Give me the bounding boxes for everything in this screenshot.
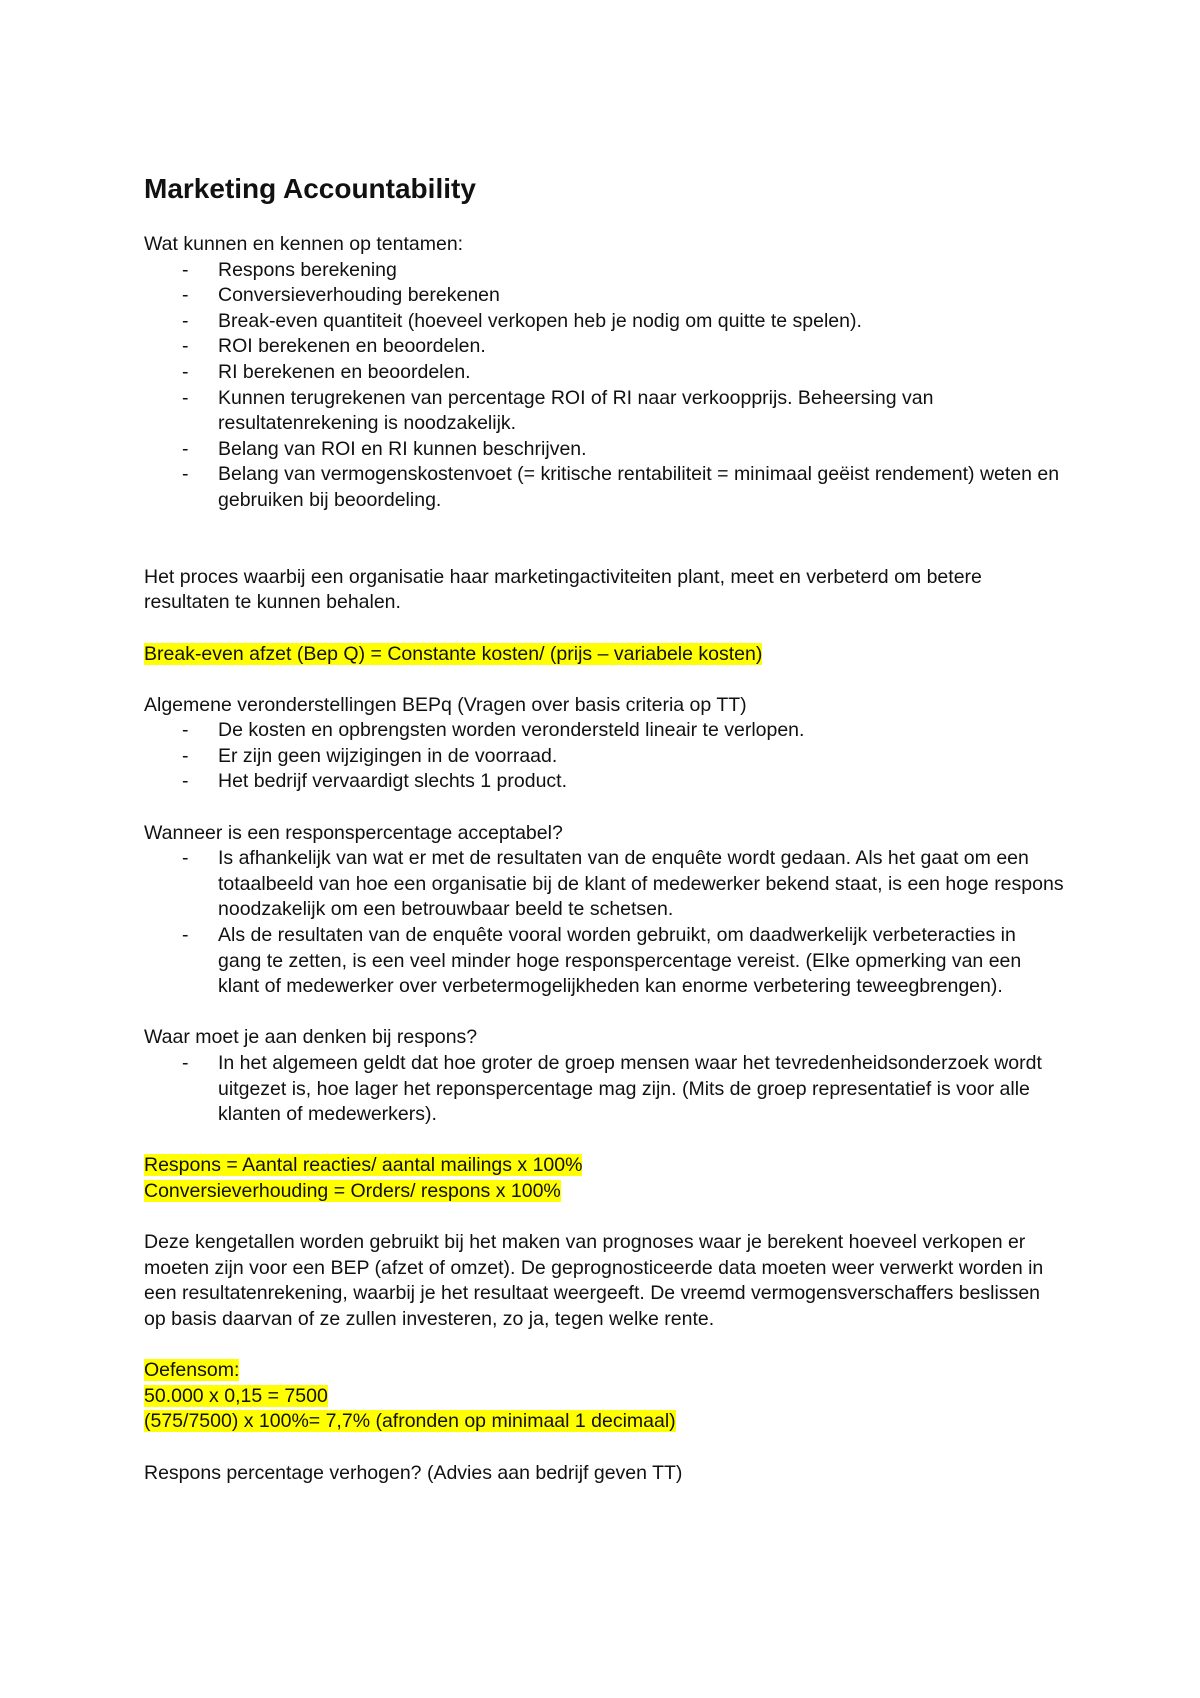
exercise-line <box>144 1384 1064 1410</box>
bep-formula <box>144 642 1064 668</box>
spacer <box>144 616 1064 642</box>
document-body <box>144 172 1064 1486</box>
spacer <box>144 1000 1064 1026</box>
acceptable-intro: Wanneer is een responspercentage acceptabel? <box>144 821 563 844</box>
exam-list <box>144 258 1064 514</box>
conversie-formula <box>144 1179 1064 1205</box>
list-item: - In het algemeen geldt dat hoe groter de groep mensen waar het tevredenheidsonderzoek wordt uitgezet is, hoe lager het reponspercentage mag zijn. (Mits de groep representatief is voor alle klanten of medewerkers). <box>144 1051 1064 1128</box>
highlight: Break-even afzet (Bep Q) = Constante kosten/ (prijs – variabele kosten) <box>144 642 763 665</box>
list-item: - Respons berekening <box>144 258 1064 284</box>
think-intro: Waar moet je aan denken bij respons? <box>144 1026 478 1049</box>
exam-intro: Wat kunnen en kennen op tentamen: <box>144 233 464 255</box>
assumptions-intro: Algemene veronderstellingen BEPq (Vragen over basis criteria op TT) <box>144 693 747 716</box>
list-item: - Conversieverhouding berekenen <box>144 283 1064 309</box>
list-item: - ROI berekenen en beoordelen. <box>144 334 1064 360</box>
assumptions-list <box>144 718 1064 795</box>
spacer <box>144 1435 1064 1461</box>
list-item: - Kunnen terugrekenen van percentage ROI of RI naar verkoopprijs. Beheersing van resultatenrekening is noodzakelijk. <box>144 386 1064 437</box>
acceptable-list <box>144 846 1064 1000</box>
document-title: Marketing Accountability <box>144 173 476 204</box>
spacer <box>144 667 1064 693</box>
highlight: (575/7500) x 100%= 7,7% (afronden op minimaal 1 decimaal) <box>144 1410 676 1433</box>
list-item: - Er zijn geen wijzigingen in de voorraad. <box>144 744 1064 770</box>
kengetallen-paragraph: Deze kengetallen worden gebruikt bij het maken van prognoses waar je berekent hoeveel verkopen er moeten zijn voor een BEP (afzet of omzet). De geprognosticeerde data moeten weer verwerkt worden in een resultatenrekening, waarbij je het resultaat weergeeft. De vreemd vermogensverschaffers beslissen op basis daarvan of ze zullen investeren, zo ja, tegen welke rente. <box>144 1231 1044 1330</box>
spacer <box>144 795 1064 821</box>
highlight: Conversieverhouding = Orders/ respons x 100% <box>144 1179 561 1202</box>
exercise-line <box>144 1409 1064 1435</box>
spacer <box>144 1205 1064 1231</box>
list-item: - Is afhankelijk van wat er met de resultaten van de enquête wordt gedaan. Als het gaat om een totaalbeeld van hoe een organisatie bij de klant of medewerker bekend staat, is een hoge respons noodzakelijk om een betrouwbaar beeld te schetsen. <box>144 846 1064 923</box>
list-item: - RI berekenen en beoordelen. <box>144 360 1064 386</box>
definition-paragraph: Het proces waarbij een organisatie haar marketingactiviteiten plant, meet en verbeterd om betere resultaten te kunnen behalen. <box>144 565 982 614</box>
highlight: 50.000 x 0,15 = 7500 <box>144 1384 328 1407</box>
list-item: - Belang van vermogenskostenvoet (= kritische rentabiliteit = minimaal geëist rendement) weten en gebruiken bij beoordeling. <box>144 462 1064 513</box>
highlight: Oefensom: <box>144 1359 240 1382</box>
exercise-label <box>144 1358 1064 1384</box>
closing-question: Respons percentage verhogen? (Advies aan bedrijf geven TT) <box>144 1461 683 1484</box>
list-item: - Break-even quantiteit (hoeveel verkopen heb je nodig om quitte te spelen). <box>144 309 1064 335</box>
highlight: Respons = Aantal reacties/ aantal mailings x 100% <box>144 1154 583 1177</box>
think-list <box>144 1051 1064 1128</box>
list-item: - Het bedrijf vervaardigt slechts 1 product. <box>144 769 1064 795</box>
spacer <box>144 514 1064 565</box>
spacer <box>144 1128 1064 1154</box>
spacer <box>144 1333 1064 1359</box>
list-item: - De kosten en opbrengsten worden verondersteld lineair te verlopen. <box>144 718 1064 744</box>
list-item: - Belang van ROI en RI kunnen beschrijven. <box>144 437 1064 463</box>
respons-formula <box>144 1153 1064 1179</box>
list-item: - Als de resultaten van de enquête vooral worden gebruikt, om daadwerkelijk verbeteracties in gang te zetten, is een veel minder hoge responspercentage vereist. (Elke opmerking van een klant of medewerker over verbetermogelijkheden kan enorme verbetering teweegbrengen). <box>144 923 1064 1000</box>
